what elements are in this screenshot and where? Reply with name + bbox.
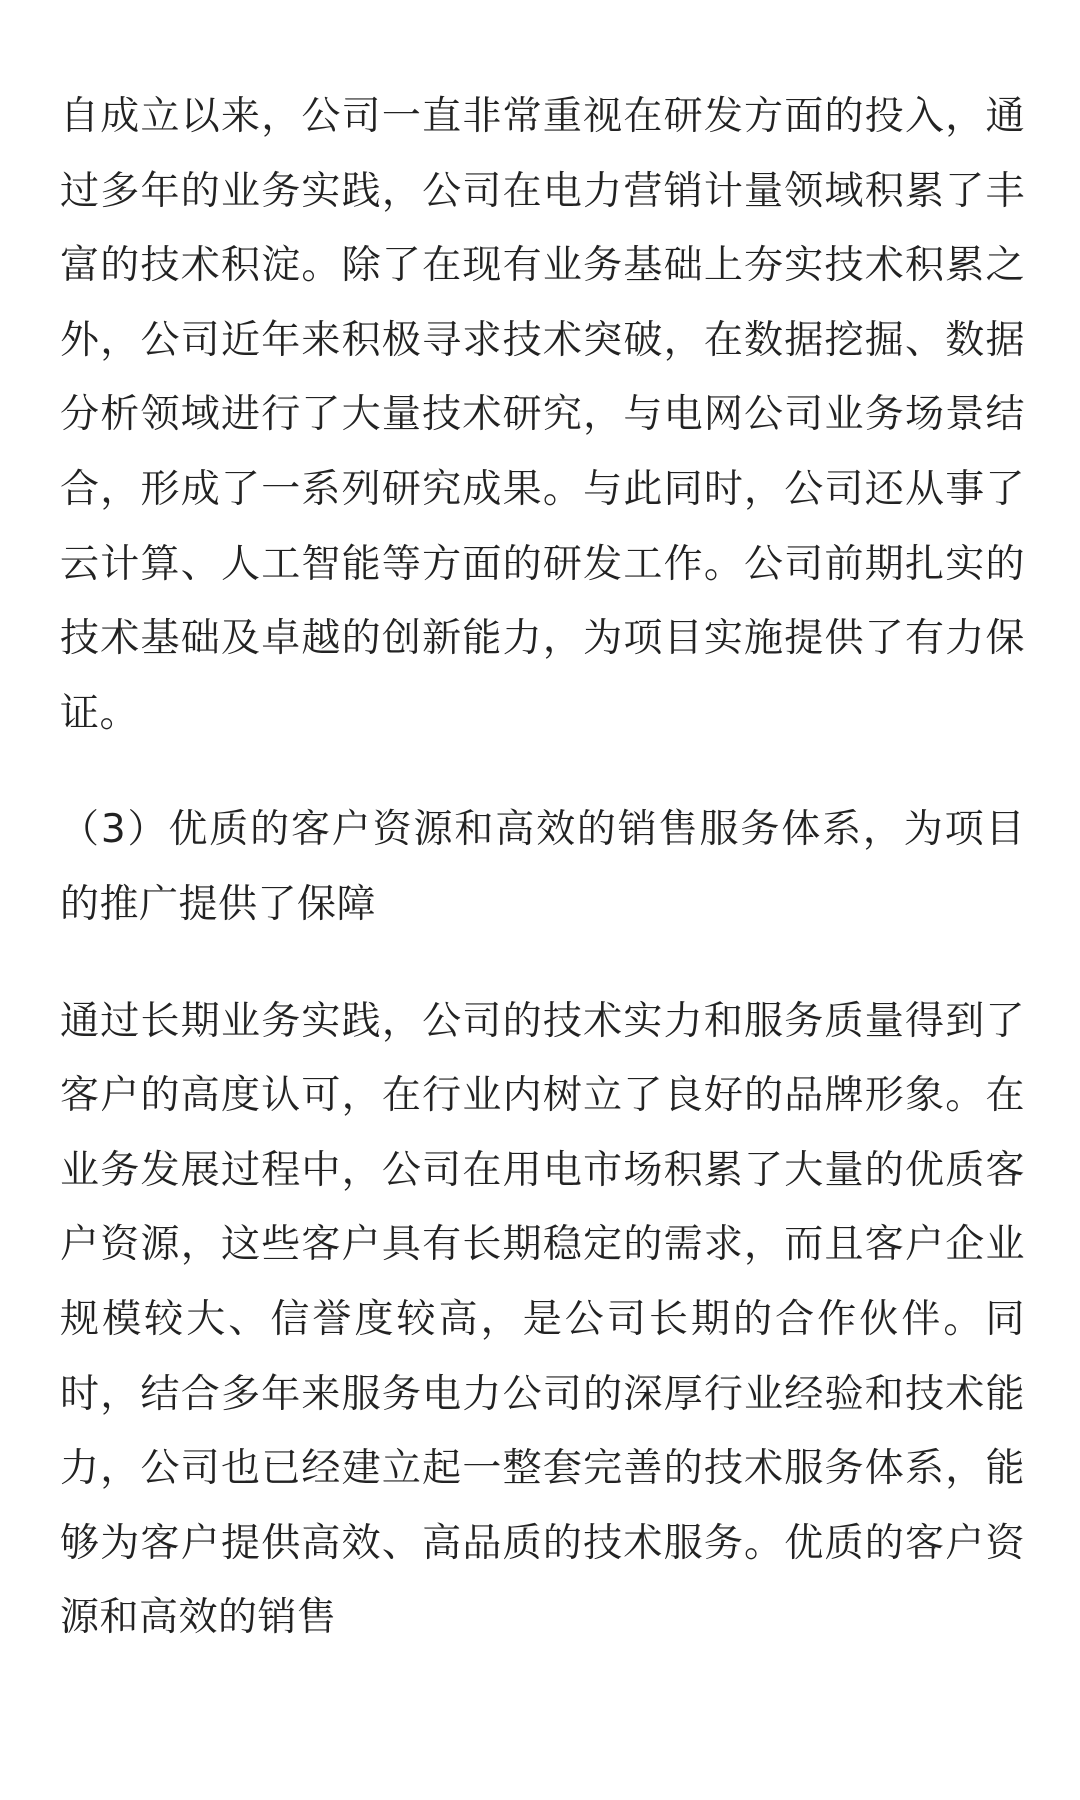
paragraph-rd-investment: 自成立以来，公司一直非常重视在研发方面的投入，通过多年的业务实践，公司在电力营销计量领域积累了丰富的技术积淀。除了在现有业务基础上夯实技术积累之外，公司近年来积极寻求技术突破，在数据挖掘、数据分析领域进行了大量技术研究，与电网公司业务场景结合，形成了一系列研究成果。与此同时，公司还从事了云计算、人工智能等方面的研发工作。公司前期扎实的技术基础及卓越的创新能力，为项目实施提供了有力保证。: [60, 94, 1025, 736]
paragraph-customer-service: 通过长期业务实践，公司的技术实力和服务质量得到了客户的高度认可，在行业内树立了良好的品牌形象。在业务发展过程中，公司在用电市场积累了大量的优质客户资源，这些客户具有长期稳定的需求，而且客户企业规模较大、信誉度较高，是公司长期的合作伙伴。同时，结合多年来服务电力公司的深厚行业经验和技术能力，公司也已经建立起一整套完善的技术服务体系，能够为客户提供高效、高品质的技术服务。优质的客户资源和高效的销售: [60, 998, 1025, 1641]
section-heading-customer-resources: （3）优质的客户资源和高效的销售服务体系，为项目的推广提供了保障: [60, 807, 1025, 927]
article-body: [60, 80, 1025, 1656]
